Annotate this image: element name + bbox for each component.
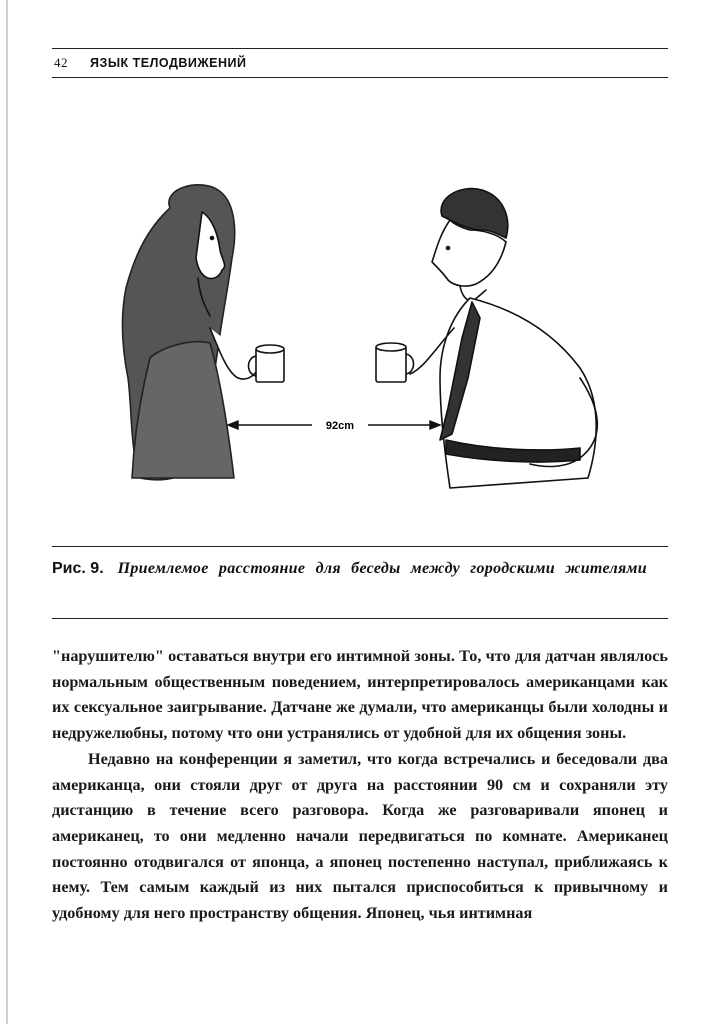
page-number: 42 (54, 55, 68, 70)
running-title: ЯЗЫК ТЕЛОДВИЖЕНИЙ (90, 56, 247, 70)
caption-rule-bottom (52, 618, 668, 619)
running-header (52, 48, 668, 78)
figure-caption-text: Приемлемое расстояние для беседы между городскими жителями (117, 560, 647, 577)
body-text (52, 644, 668, 927)
distance-label: 92cm (325, 420, 355, 432)
figure-caption (52, 558, 668, 580)
figure-label: Рис. 9. (52, 560, 104, 577)
paragraph-2: Недавно на конференции я заметил, что когда встречались и беседовали два американца, они стояли друг от друга на расстоянии 90 см и сохраняли эту дистанцию в течение всего разговора. Когда же разговаривали японец и американец, то они медленно начали передвигаться по комнате. Американец постоянно отодвигался от японца, а японец постепенно наступал, приближаясь к нему. Тем самым каждый из них пытался приспособиться к привычному и удобному для него пространству общения. Японец, чья интимная (52, 749, 668, 923)
woman-figure (122, 185, 284, 480)
page-edge-shadow (6, 0, 8, 1024)
man-figure (376, 189, 597, 488)
conversation-distance-drawing (110, 178, 620, 508)
caption-rule-top (52, 546, 668, 547)
figure-illustration (110, 178, 620, 508)
paragraph-1: "нарушителю" оставаться внутри его интимной зоны. То, что для датчан являлось нормальным общественным поведением, интерпретировалось американцами как их сексуальное заигрывание. Датчане же думали, что американцы были холодны и недружелюбны, потому что они устранялись от удобной для их общения зоны. (52, 647, 668, 743)
